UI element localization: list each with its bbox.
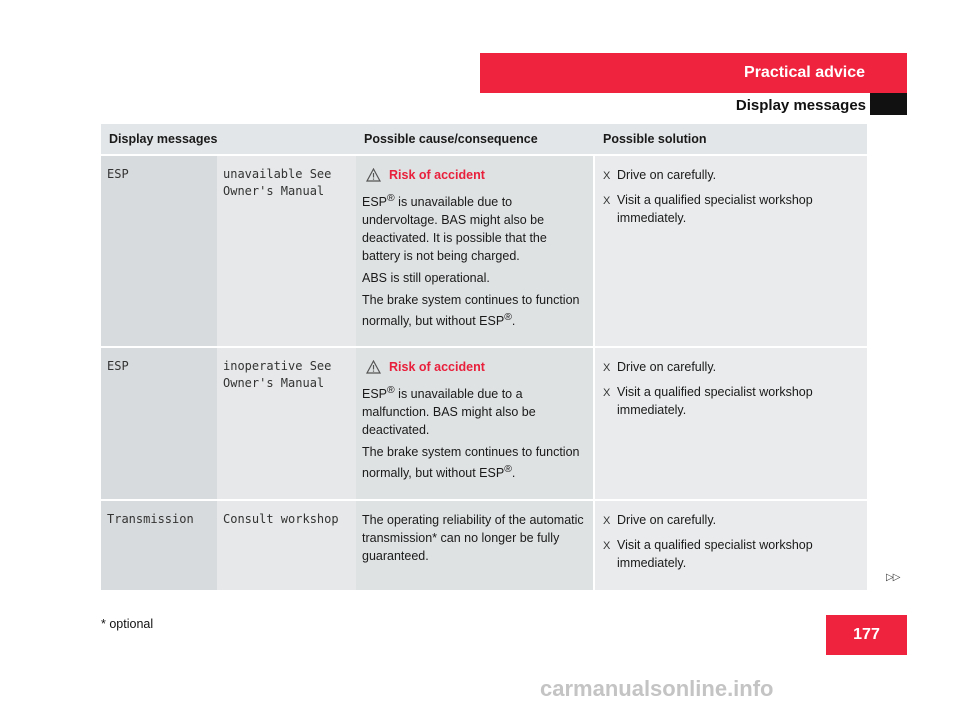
cause-paragraph: The brake system continues to function normally, but without ESP®.: [362, 293, 580, 329]
message-line: unavailable See: [223, 167, 332, 181]
solution-item: X Drive on carefully.: [603, 358, 861, 377]
page-number: 177: [853, 626, 880, 643]
cause-paragraph: ESP® is unavailable due to a malfunction. BAS might also be deactivated.: [362, 385, 536, 438]
cause-paragraph: The operating reliability of the automatic transmission* can no longer be fully guaranteed.: [362, 512, 584, 563]
message-text: [217, 348, 356, 500]
bullet-x-icon: X: [603, 539, 611, 552]
solution-cell: [595, 501, 867, 592]
message-line: Owner's Manual: [223, 184, 325, 198]
table-row: [101, 156, 867, 348]
registered-mark: ®: [504, 312, 512, 324]
solution-item: X Visit a qualified specialist workshop immediately.: [603, 193, 813, 225]
warning-heading: [366, 166, 587, 184]
registered-mark: ®: [387, 385, 395, 397]
header-display-messages: Display messages: [101, 124, 356, 156]
table-row: [101, 348, 867, 500]
watermark: carmanualsonline.info: [540, 676, 774, 701]
cause-paragraph: ESP® is unavailable due to undervoltage. BAS might also be deactivated. It is possible that the battery is not being charged.: [362, 193, 547, 264]
header-possible-cause: Possible cause/consequence: [356, 124, 595, 156]
cause-paragraph: The brake system continues to function normally, but without ESP®.: [362, 445, 580, 481]
bullet-x-icon: X: [603, 514, 611, 527]
warning-triangle-icon: [366, 360, 381, 374]
display-messages-table: [101, 124, 867, 592]
message-line: inoperative See: [223, 359, 332, 374]
section-title-tab: [480, 53, 907, 93]
message-code: Transmission: [101, 501, 217, 592]
footnote: * optional: [101, 617, 154, 631]
section-marker: [870, 93, 907, 115]
bullet-x-icon: X: [603, 362, 611, 375]
solution-cell: [595, 156, 867, 348]
message-code: ESP: [101, 156, 217, 348]
registered-mark: ®: [387, 193, 395, 204]
message-text: [217, 156, 356, 348]
message-line: Owner's Manual: [223, 376, 325, 391]
registered-mark: ®: [504, 464, 512, 476]
bullet-x-icon: X: [603, 170, 611, 182]
table-row: [101, 501, 867, 592]
message-line: Consult workshop: [223, 511, 339, 526]
cause-cell: [356, 156, 595, 348]
message-code: ESP: [101, 348, 217, 500]
solution-cell: [595, 348, 867, 500]
page-subtitle: Display messages: [735, 97, 866, 114]
cause-cell: [356, 501, 595, 592]
warning-triangle-icon: [366, 168, 381, 182]
continue-arrows-icon: ▷▷: [886, 572, 900, 583]
warning-text: Risk of accident: [389, 360, 485, 375]
cause-paragraph: ABS is still operational.: [362, 271, 490, 286]
bullet-x-icon: X: [603, 387, 611, 400]
warning-heading: [366, 358, 587, 376]
page-number-box: [826, 615, 907, 655]
table-header-row: [101, 124, 867, 156]
section-title: Practical advice: [744, 64, 865, 81]
cause-cell: [356, 348, 595, 500]
message-text: [217, 501, 356, 592]
solution-item: X Drive on carefully.: [603, 511, 861, 530]
bullet-x-icon: X: [603, 195, 611, 207]
header-possible-solution: Possible solution: [595, 124, 867, 156]
warning-text: Risk of accident: [389, 168, 485, 182]
solution-item: X Visit a qualified specialist workshop immediately.: [603, 385, 813, 418]
solution-item: X Visit a qualified specialist workshop immediately.: [603, 537, 813, 570]
solution-item: X Drive on carefully.: [603, 166, 861, 185]
